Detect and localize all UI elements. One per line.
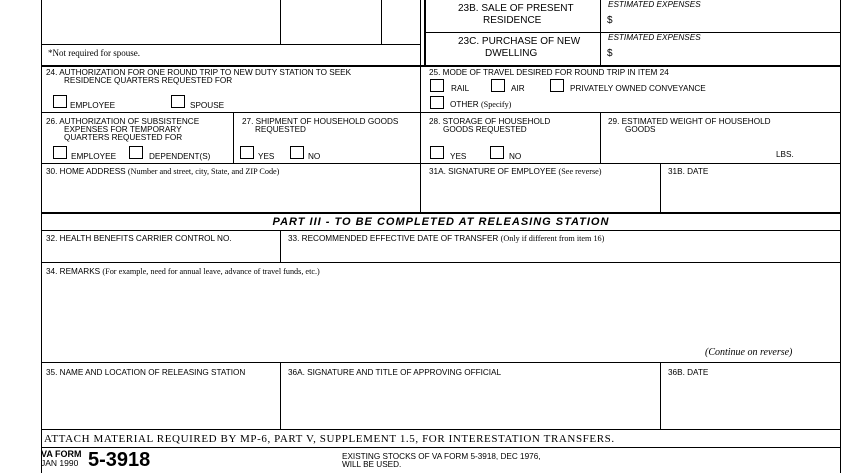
item33-label — [288, 234, 604, 243]
item29-unit: LBS. — [776, 150, 794, 159]
item24-label: 24. AUTHORIZATION FOR ONE ROUND TRIP TO NEW DUTY STATION TO SEEK — [46, 68, 352, 77]
item23c-label: 23C. PURCHASE OF NEW — [458, 36, 581, 47]
item29-label: 29. ESTIMATED WEIGHT OF HOUSEHOLD — [608, 117, 771, 126]
divider — [660, 163, 661, 213]
item28-label: 28. STORAGE OF HOUSEHOLD — [429, 117, 551, 126]
item24-spouse-label: SPOUSE — [190, 101, 225, 110]
item26-dependents-checkbox[interactable] — [129, 146, 143, 159]
divider — [280, 0, 281, 44]
divider — [41, 112, 841, 113]
item30-label-text: 30. HOME ADDRESS — [46, 167, 128, 176]
item26-dependents-label: DEPENDENT(S) — [149, 152, 211, 161]
item25-other-label — [450, 100, 511, 109]
item24-label-line2: RESIDENCE QUARTERS REQUESTED FOR — [64, 76, 233, 85]
item28-no-label: NO — [509, 152, 522, 161]
divider — [41, 230, 841, 231]
form-number: 5-3918 — [88, 449, 151, 471]
item25-air-checkbox[interactable] — [491, 79, 505, 92]
divider — [41, 65, 841, 67]
item26-label-line2: EXPENSES FOR TEMPORARY — [64, 125, 182, 134]
divider — [280, 362, 281, 430]
divider — [381, 0, 382, 44]
item23b-dollar: $ — [607, 15, 613, 26]
continue-on-reverse: (Continue on reverse) — [705, 347, 793, 358]
item30-label-paren: (Number and street, city, State, and ZIP Code) — [127, 167, 280, 176]
footer-existing-stocks: EXISTING STOCKS OF VA FORM 5-3918, DEC 1976, — [342, 452, 541, 461]
item25-other-text: OTHER — [450, 100, 481, 109]
divider — [420, 66, 421, 112]
item28-label-line2: GOODS REQUESTED — [443, 125, 527, 134]
item23c-dollar: $ — [607, 48, 613, 59]
item31a-label-paren: (See reverse) — [558, 167, 602, 176]
item23c-label-line2: DWELLING — [485, 48, 538, 59]
item26-label: 26. AUTHORIZATION OF SUBSISTENCE — [46, 117, 200, 126]
divider — [420, 0, 421, 66]
item29-label-line2: GOODS — [625, 125, 656, 134]
item32-label: 32. HEALTH BENEFITS CARRIER CONTROL NO. — [46, 234, 232, 243]
left-border — [41, 0, 42, 473]
part3-heading: PART III - TO BE COMPLETED AT RELEASING STATION — [272, 216, 610, 228]
item35-label: 35. NAME AND LOCATION OF RELEASING STATION — [46, 368, 246, 377]
divider — [600, 112, 601, 163]
item25-rail-checkbox[interactable] — [430, 79, 444, 92]
divider — [660, 362, 661, 430]
item26-employee-checkbox[interactable] — [53, 146, 67, 159]
item33-label-text: 33. RECOMMENDED EFFECTIVE DATE OF TRANSFER — [288, 234, 501, 243]
item36b-label: 36B. DATE — [668, 368, 709, 377]
divider — [41, 44, 421, 45]
item25-label: 25. MODE OF TRAVEL DESIRED FOR ROUND TRIP IN ITEM 24 — [429, 68, 669, 77]
footer-va-form: VA FORM — [41, 449, 82, 459]
item26-employee-label: EMPLOYEE — [71, 152, 117, 161]
divider — [41, 262, 841, 263]
divider — [41, 362, 841, 363]
item28-yes-checkbox[interactable] — [430, 146, 444, 159]
item23c-estimated-expenses: ESTIMATED EXPENSES — [608, 33, 701, 42]
item31a-label — [429, 167, 602, 176]
item34-label — [46, 267, 320, 276]
item33-label-paren: (Only if different from item 16) — [500, 234, 605, 243]
footer-date: JAN 1990 — [41, 458, 79, 468]
item23b-estimated-expenses: ESTIMATED EXPENSES — [608, 0, 701, 9]
item25-pov-checkbox[interactable] — [550, 79, 564, 92]
divider — [233, 112, 234, 163]
footer-existing-stocks-line2: WILL BE USED. — [342, 460, 402, 469]
item25-pov-label: PRIVATELY OWNED CONVEYANCE — [570, 84, 706, 93]
item25-other-specify: (Specify) — [480, 100, 512, 109]
item30-label — [46, 167, 279, 176]
item24-spouse-checkbox[interactable] — [171, 95, 185, 108]
divider — [420, 112, 421, 163]
right-border — [840, 0, 841, 473]
item34-label-paren: (For example, need for annual leave, advance of travel funds, etc.) — [102, 267, 320, 276]
item27-label: 27. SHIPMENT OF HOUSEHOLD GOODS — [242, 117, 399, 126]
divider — [600, 0, 601, 66]
item24-employee-label: EMPLOYEE — [70, 101, 116, 110]
item27-no-label: NO — [308, 152, 321, 161]
item36a-label: 36A. SIGNATURE AND TITLE OF APPROVING OFFICIAL — [288, 368, 502, 377]
item26-label-line3: QUARTERS REQUESTED FOR — [64, 133, 183, 142]
item27-label-line2: REQUESTED — [255, 125, 306, 134]
item24-employee-checkbox[interactable] — [53, 95, 67, 108]
item31b-label: 31B. DATE — [668, 167, 709, 176]
item28-no-checkbox[interactable] — [490, 146, 504, 159]
item27-yes-label: YES — [258, 152, 275, 161]
divider — [41, 429, 841, 430]
item25-other-checkbox[interactable] — [430, 96, 444, 109]
divider — [41, 447, 841, 448]
item23b-label: 23B. SALE OF PRESENT — [458, 3, 574, 14]
divider — [41, 163, 841, 164]
item31a-label-text: 31A. SIGNATURE OF EMPLOYEE — [429, 167, 559, 176]
item25-rail-label: RAIL — [451, 84, 470, 93]
footnote: *Not required for spouse. — [48, 48, 140, 58]
attach-instructions: ATTACH MATERIAL REQUIRED BY MP-6, PART V, SUPPLEMENT 1.5, FOR INTERESTATION TRANSFERS. — [44, 433, 615, 445]
item34-label-text: 34. REMARKS — [46, 267, 103, 276]
divider — [420, 163, 421, 213]
item28-yes-label: YES — [450, 152, 467, 161]
item27-yes-checkbox[interactable] — [240, 146, 254, 159]
divider — [424, 0, 426, 66]
divider — [280, 230, 281, 263]
item27-no-checkbox[interactable] — [290, 146, 304, 159]
item25-air-label: AIR — [511, 84, 525, 93]
item23b-label-line2: RESIDENCE — [483, 15, 542, 26]
